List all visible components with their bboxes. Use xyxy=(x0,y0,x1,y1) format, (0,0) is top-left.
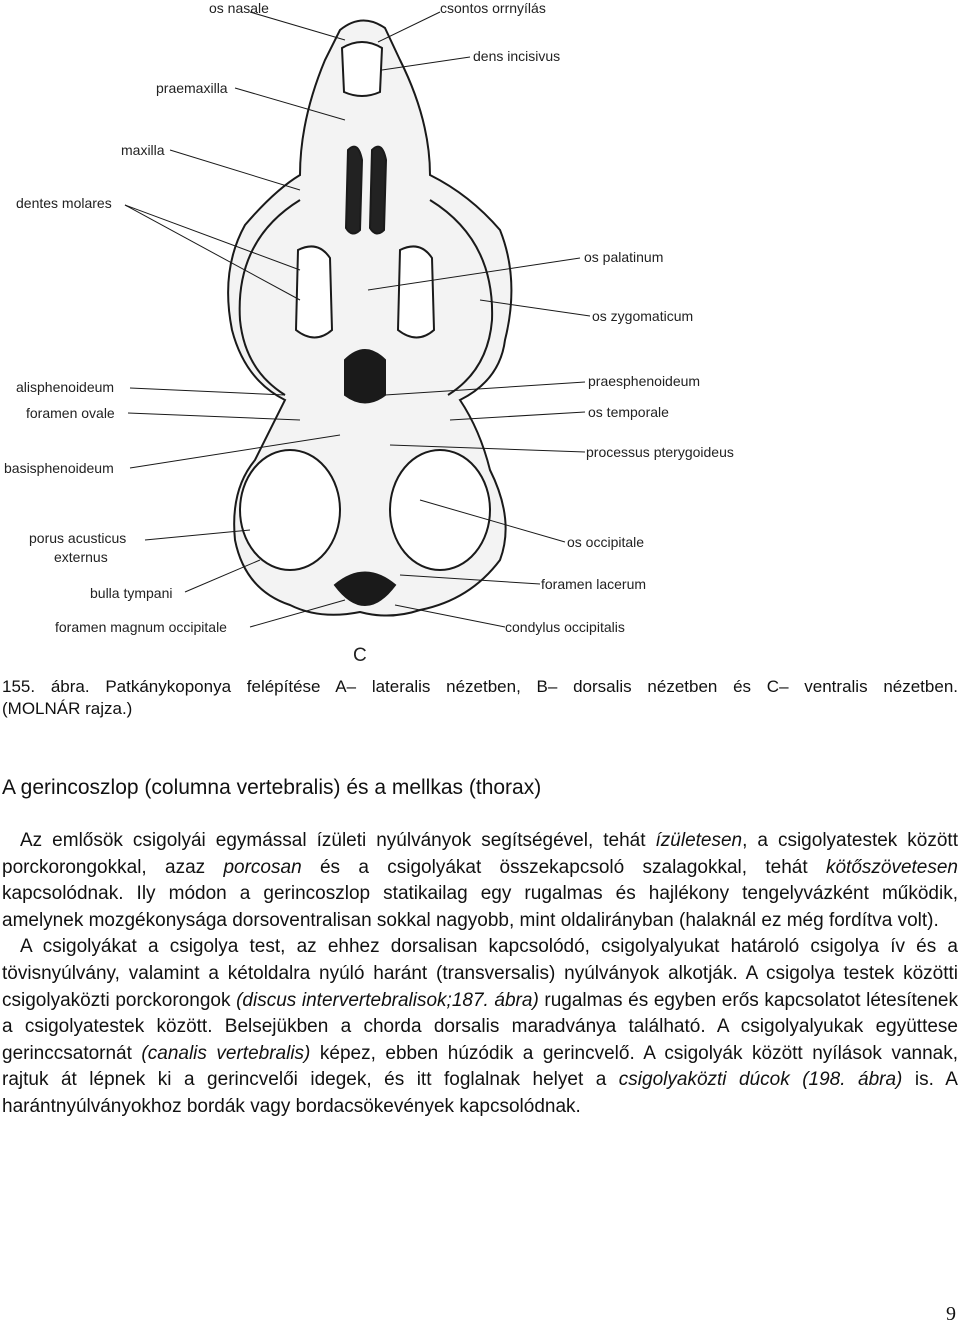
caption-number: 155. ábra. xyxy=(2,677,90,696)
label-dens-incisivus: dens incisivus xyxy=(473,48,561,64)
figure-caption xyxy=(2,676,958,698)
label-os-temporale: os temporale xyxy=(588,404,669,420)
figure-letter: C xyxy=(353,645,367,666)
page-number: 9 xyxy=(946,1303,956,1325)
right-molars xyxy=(398,246,434,337)
p1-text-e: és a csigolyákat összekapcsoló szalagokkal, tehát xyxy=(301,856,826,878)
body-text xyxy=(2,828,958,1121)
p2-italic-d: (canalis vertebralis) xyxy=(141,1042,311,1064)
label-maxilla: maxilla xyxy=(121,142,165,158)
label-foramen-lacerum: foramen lacerum xyxy=(541,576,647,592)
p1-text-a: Az emlősök csigolyái egymással ízületi nyúlványok segítségével, tehát xyxy=(20,830,656,851)
label-os-zygomaticum: os zygomaticum xyxy=(592,308,694,324)
label-processus-pterygoideus: processus pterygoideus xyxy=(586,444,734,460)
right-incisive-foramen xyxy=(370,147,386,234)
label-praemaxilla: praemaxilla xyxy=(156,80,228,96)
p1-italic-b: ízületesen xyxy=(655,830,743,851)
incisors xyxy=(342,42,382,96)
p2-text-c: rugalmas és egyben erős kapcsolatot létesítenek a csigolyatestek között. Belsejükben a chorda dorsalis maradványa található. A csigolyalyukak együttese gerinccsatornát xyxy=(2,989,958,1064)
left-bulla-tympani xyxy=(240,450,340,570)
p1-italic-d: porcosan xyxy=(223,856,302,878)
label-condylus-occipitalis: condylus occipitalis xyxy=(505,619,625,635)
label-foramen-ovale: foramen ovale xyxy=(26,405,115,421)
paragraph-2 xyxy=(2,934,958,1120)
p2-text-e: képez, ebben húzódik a gerincvelő. A csigolyák között nyílások vannak, rajtuk át lépnek ki a gerincvelői idegek, és itt foglalnak helyet a xyxy=(2,1042,958,1091)
label-foramen-magnum-occipitale: foramen magnum occipitale xyxy=(55,619,227,635)
p1-italic-f: kötőszövetesen xyxy=(825,856,958,878)
label-os-nasale: os nasale xyxy=(209,0,269,16)
label-os-palatinum: os palatinum xyxy=(584,249,664,265)
paragraph-1 xyxy=(2,828,958,934)
p2-italic-b: (discus intervertebralisok;187. ábra) xyxy=(236,989,539,1011)
p1-text-g: kapcsolódnak. Ily módon a gerincoszlop statikailag egy rugalmas és hajlékony tengelyvázként működik, amelynek mozgékonysága dorsoventralisan sokkal nagyobb, mint oldalirányban (halaknál ez még fordítva volt). xyxy=(2,883,958,931)
label-praesphenoideum: praesphenoideum xyxy=(588,373,701,389)
label-dentes-molares: dentes molares xyxy=(16,195,112,211)
p2-italic-f: csigolyaközti dúcok (198. ábra) xyxy=(618,1069,903,1091)
left-molars xyxy=(296,246,332,337)
label-externus: externus xyxy=(54,549,108,565)
label-os-occipitale: os occipitale xyxy=(567,534,645,550)
label-alisphenoideum: alisphenoideum xyxy=(16,379,115,395)
p2-text-g: is. A harántnyúlványokhoz bordák vagy bordacsökevények kapcsolódnak. xyxy=(2,1069,958,1117)
label-csontos-orrnyilas: csontos orrnyílás xyxy=(440,0,546,16)
right-bulla-tympani xyxy=(390,450,490,570)
p2-text-a: A csigolyákat a csigolya test, az ehhez dorsalisan kapcsolódó, csigolyalyukat határoló csigolya ív és a tövisnyúlvány, valamint a kétoldalra nyúló haránt (transversalis) nyúlványok alkotják. A csigolya testek közötti csigolyaközti porckorongok xyxy=(2,936,958,1011)
choanae xyxy=(345,350,385,403)
label-porus-acusticus: porus acusticus xyxy=(29,530,127,546)
caption-text: Patkánykoponya felépítése A– lateralis nézetben, B– dorsalis nézetben és C– ventralis nézetben. xyxy=(105,677,958,696)
section-heading: A gerincoszlop (columna vertebralis) és a mellkas (thorax) xyxy=(2,776,542,799)
label-basisphenoideum: basisphenoideum xyxy=(4,460,114,476)
p1-text-c: , a csigolyatestek között porckorongokkal, azaz xyxy=(2,830,958,878)
label-bulla-tympani: bulla tympani xyxy=(90,585,173,601)
figure-caption-line2: (MOLNÁR rajza.) xyxy=(2,699,133,718)
left-incisive-foramen xyxy=(346,147,362,234)
